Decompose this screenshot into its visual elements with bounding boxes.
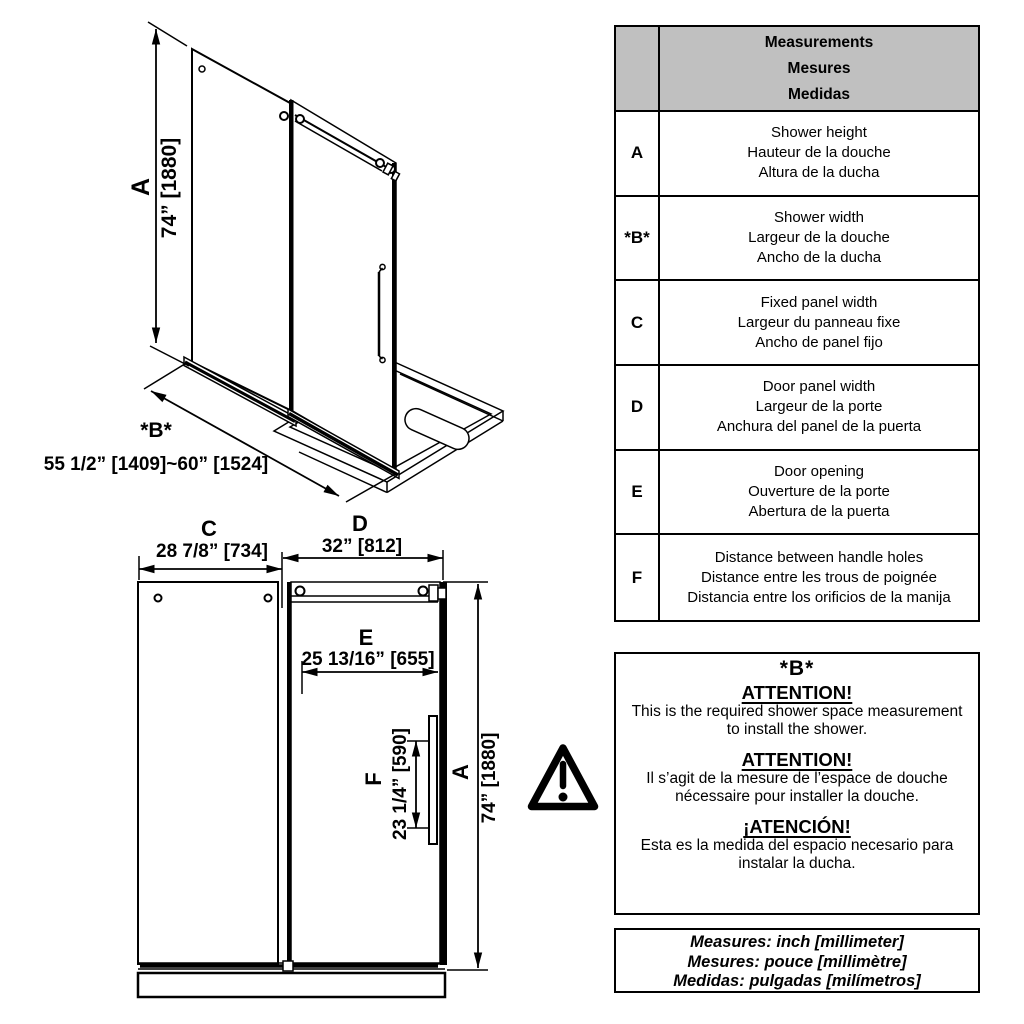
row-desc-line: Largeur du panneau fixe — [737, 313, 901, 331]
fixed-panel-3d — [192, 49, 290, 410]
table-row — [660, 197, 978, 282]
measurements-table — [614, 25, 980, 622]
bottom-sill — [138, 961, 445, 971]
panel-hole — [265, 595, 272, 602]
dimension-d — [283, 511, 443, 580]
roller-wheel — [280, 112, 288, 120]
row-desc-line: Door opening — [773, 462, 865, 480]
dim-f-value: 23 1/4” [590] — [390, 728, 411, 840]
dim-b-letter: *B* — [140, 419, 172, 442]
attention-title: *B* — [779, 657, 815, 680]
units-line-en: Measures: inch [millimeter] — [690, 933, 904, 951]
row-desc-line: Distance entre les trous de poignée — [701, 568, 937, 586]
dim-d-letter: D — [352, 511, 368, 536]
row-desc-line: Largeur de la porte — [755, 398, 883, 416]
attention-heading-fr: ATTENTION! — [741, 749, 853, 770]
row-key-label: *B* — [624, 227, 650, 247]
row-desc-line: Ancho de panel fijo — [755, 333, 883, 351]
units-box — [614, 928, 980, 993]
row-desc-line: Fixed panel width — [760, 293, 878, 311]
warning-icon — [532, 748, 595, 807]
perspective-view — [44, 22, 503, 502]
table-header-line: Mesures — [787, 59, 851, 77]
row-desc-line: Distancia entre los orificios de la manija — [687, 588, 951, 606]
table-row-key — [616, 281, 660, 366]
row-desc-line: Altura de la ducha — [758, 164, 880, 182]
row-desc-line: Hauteur de la douche — [747, 144, 891, 162]
attention-text-en: This is the required shower space measurement — [631, 703, 963, 720]
roller-wheel — [296, 587, 305, 596]
row-key-label: A — [630, 143, 644, 163]
panel-hole — [199, 66, 205, 72]
table-row-key — [616, 197, 660, 282]
row-desc-line: Anchura del panel de la puerta — [716, 418, 922, 436]
row-key-label: F — [631, 567, 643, 587]
wall-profile — [440, 582, 447, 965]
dimension-a-right — [443, 582, 500, 970]
row-desc-line: Ouverture de la porte — [748, 482, 890, 500]
table-header-key-cell — [616, 27, 660, 112]
attention-text-fr: Il s’agit de la mesure de l’espace de douche — [646, 770, 948, 787]
dimension-a-height — [127, 22, 189, 366]
attention-box — [614, 652, 980, 915]
table-header-line: Medidas — [787, 85, 850, 103]
shower-base-front — [138, 973, 445, 997]
dim-f-letter: F — [361, 772, 386, 786]
attention-heading-en: ATTENTION! — [741, 682, 853, 703]
table-row — [660, 366, 978, 451]
panel-hole — [155, 595, 162, 602]
dim-b-value: 55 1/2” [1409]~60” [1524] — [43, 454, 269, 475]
dim-e-letter: E — [358, 625, 374, 650]
row-desc-line: Door panel width — [762, 378, 876, 396]
attention-heading-es: ¡ATENCIÓN! — [743, 816, 851, 837]
dim-a-letter: A — [127, 177, 155, 197]
row-desc-line: Distance between handle holes — [714, 548, 924, 566]
table-row — [660, 112, 978, 197]
units-line-fr: Mesures: pouce [millimètre] — [687, 952, 907, 971]
elevation-view — [138, 511, 500, 997]
dim-e-value: 25 13/16” [655] — [301, 649, 435, 670]
dim-c-value: 28 7/8” [734] — [156, 541, 268, 562]
table-header-line: Measurements — [764, 33, 874, 51]
row-desc-line: Ancho de la ducha — [756, 248, 882, 266]
dim-d-value: 32” [812] — [321, 536, 403, 557]
attention-text-es: Esta es la medida del espacio necesario para — [640, 837, 954, 854]
row-desc-line: Largeur de la douche — [748, 228, 890, 246]
table-row-key — [616, 366, 660, 451]
row-key-label: C — [630, 312, 644, 332]
table-header — [660, 27, 978, 112]
table-row — [660, 535, 978, 620]
dim-a2-letter: A — [448, 764, 473, 780]
table-row-key — [616, 112, 660, 197]
row-key-label: D — [630, 397, 644, 417]
roller-wheel — [376, 159, 384, 167]
table-row — [660, 281, 978, 366]
attention-text-en: to install the shower. — [726, 720, 868, 738]
table-row-key — [616, 535, 660, 620]
attention-text-fr: nécessaire pour installer la douche. — [675, 787, 919, 805]
attention-text-es: instalar la ducha. — [738, 854, 856, 872]
units-line-es: Medidas: pulgadas [milímetros] — [673, 972, 921, 990]
fixed-panel-front — [138, 582, 278, 964]
door-handle-front — [429, 716, 437, 844]
roller-wheel — [296, 115, 304, 123]
dim-c-letter: C — [201, 516, 217, 541]
dim-a-value: 74” [1880] — [158, 137, 181, 239]
row-desc-line: Abertura de la puerta — [748, 502, 890, 520]
table-row — [660, 451, 978, 536]
roller-wheel — [419, 587, 428, 596]
dim-a2-value: 74” [1880] — [479, 732, 500, 824]
row-desc-line: Shower height — [771, 124, 867, 142]
row-desc-line: Shower width — [773, 208, 865, 226]
table-row-key — [616, 451, 660, 536]
row-key-label: E — [631, 481, 643, 501]
